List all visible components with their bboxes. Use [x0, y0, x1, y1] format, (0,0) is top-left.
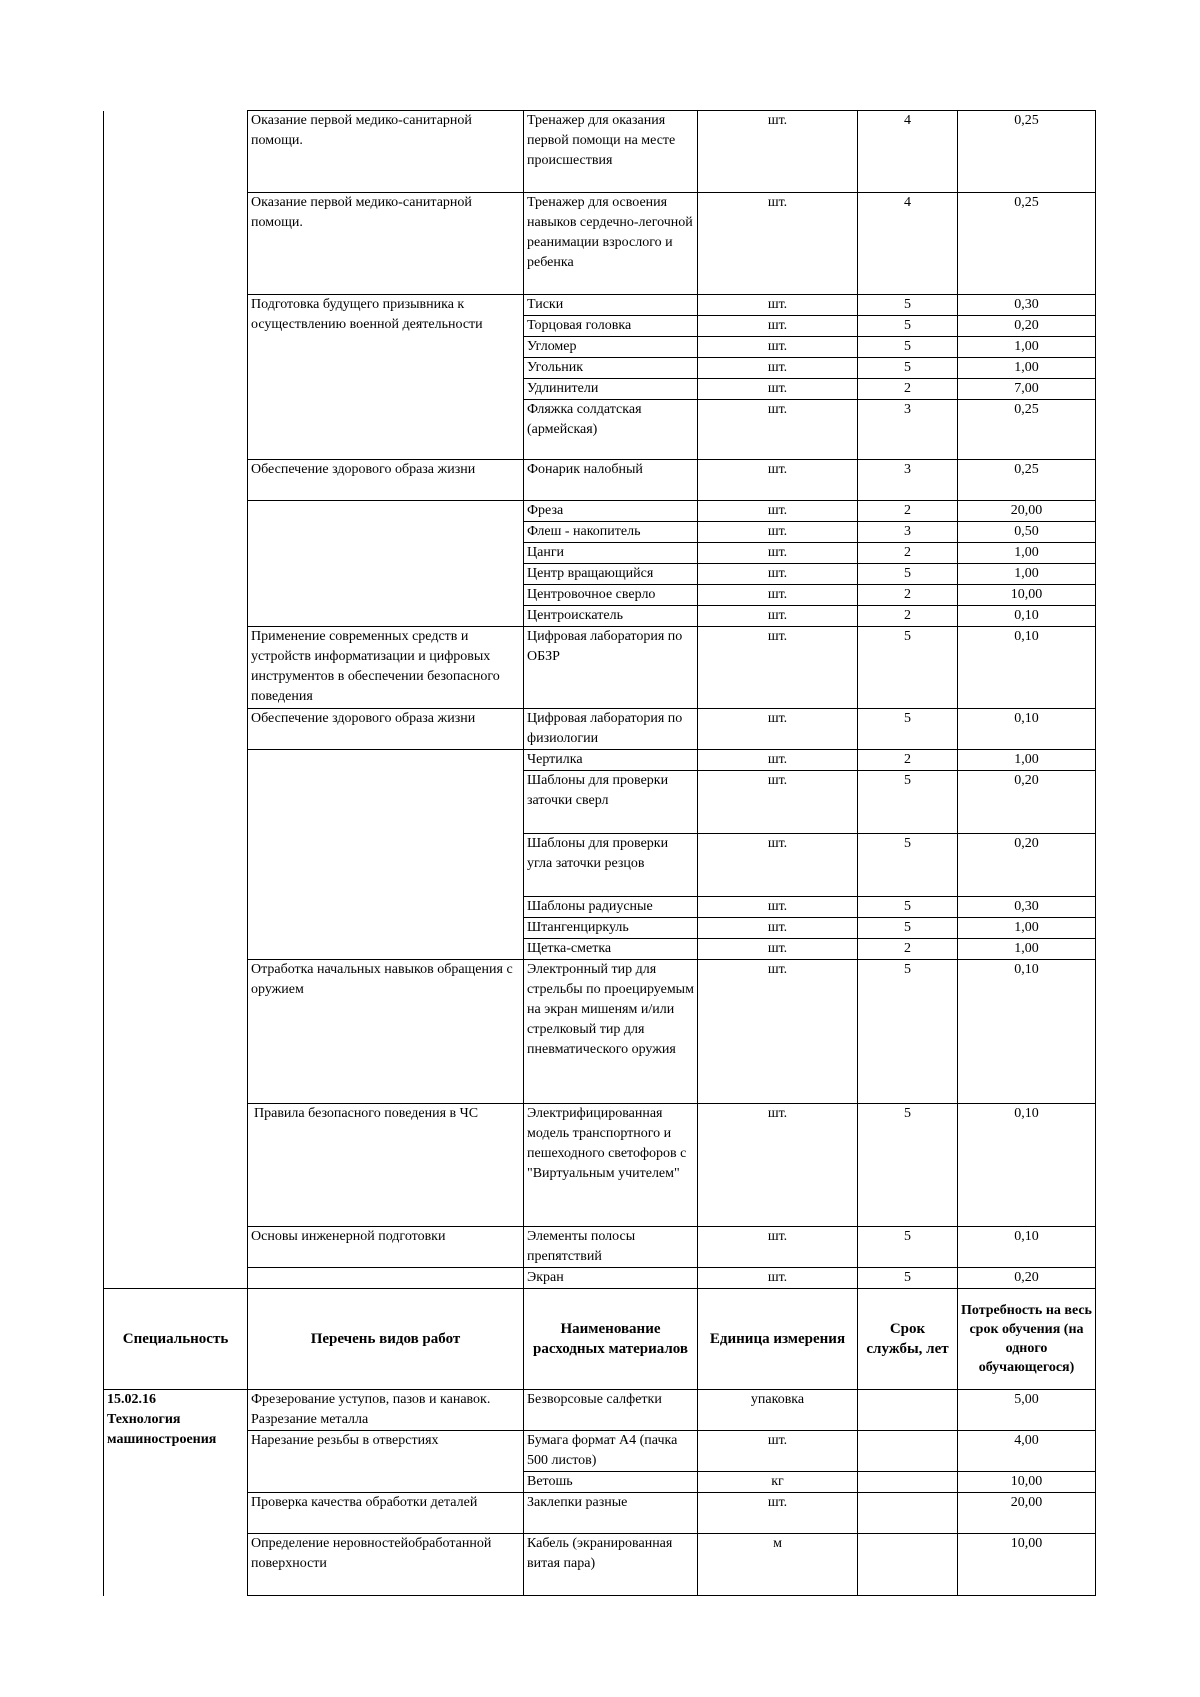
table-row — [104, 627, 1096, 709]
life-cell: 5 — [858, 709, 958, 750]
unit-cell: шт. — [698, 543, 858, 564]
life-cell: 3 — [858, 460, 958, 501]
life-cell: 2 — [858, 750, 958, 771]
unit-cell: шт. — [698, 1227, 858, 1268]
life-cell: 2 — [858, 543, 958, 564]
unit-cell: кг — [698, 1472, 858, 1493]
material-cell: Центровочное сверло — [524, 585, 698, 606]
unit-cell: шт. — [698, 193, 858, 295]
life-cell: 5 — [858, 627, 958, 709]
unit-cell: шт. — [698, 918, 858, 939]
life-cell: 4 — [858, 193, 958, 295]
material-cell: Электронный тир для стрельбы по проецируемым на экран мишеням и/или стрелковый тир для пневматического оружия — [524, 960, 698, 1104]
material-cell: Угломер — [524, 337, 698, 358]
work-cell: Нарезание резьбы в отверстиях — [248, 1431, 524, 1493]
unit-cell: шт. — [698, 1431, 858, 1472]
material-cell: Цанги — [524, 543, 698, 564]
unit-cell: шт. — [698, 771, 858, 834]
unit-cell: шт. — [698, 627, 858, 709]
header-materials: Наименование расходных материалов — [524, 1289, 698, 1390]
work-cell: Правила безопасного поведения в ЧС — [248, 1104, 524, 1227]
need-cell: 20,00 — [958, 1493, 1096, 1534]
specialty-name: Технология машиностроения — [107, 1412, 217, 1447]
material-cell: Цифровая лаборатория по ОБЗР — [524, 627, 698, 709]
work-cell: Проверка качества обработки деталей — [248, 1493, 524, 1534]
need-cell: 0,20 — [958, 316, 1096, 337]
material-cell: Центр вращающийся — [524, 564, 698, 585]
unit-cell: шт. — [698, 709, 858, 750]
table-row — [104, 1534, 1096, 1596]
need-cell: 0,10 — [958, 1104, 1096, 1227]
material-cell: Центроискатель — [524, 606, 698, 627]
need-cell: 0,10 — [958, 606, 1096, 627]
table-header-row — [104, 1289, 1096, 1390]
need-cell: 5,00 — [958, 1390, 1096, 1431]
need-cell: 0,20 — [958, 771, 1096, 834]
work-cell: Определение неровностейобработанной поверхности — [248, 1534, 524, 1596]
work-cell: Применение современных средств и устройств информатизации и цифровых инструментов в обеспечении безопасного поведения — [248, 627, 524, 709]
life-cell: 5 — [858, 918, 958, 939]
work-cell: Обеспечение здорового образа жизни — [248, 460, 524, 501]
need-cell: 1,00 — [958, 337, 1096, 358]
material-cell: Торцовая головка — [524, 316, 698, 337]
material-cell: Удлинители — [524, 379, 698, 400]
life-cell: 5 — [858, 771, 958, 834]
need-cell: 0,10 — [958, 1227, 1096, 1268]
material-cell: Кабель (экранированная витая пара) — [524, 1534, 698, 1596]
work-cell: Фрезерование уступов, пазов и канавок. Разрезание металла — [248, 1390, 524, 1431]
table-row — [104, 501, 1096, 522]
life-cell: 2 — [858, 939, 958, 960]
unit-cell: шт. — [698, 897, 858, 918]
need-cell: 4,00 — [958, 1431, 1096, 1472]
life-cell: 5 — [858, 358, 958, 379]
work-cell: Подготовка будущего призывника к осуществлению военной деятельности — [248, 295, 524, 460]
table-row — [104, 1493, 1096, 1534]
material-cell: Шаблоны для проверки заточки сверл — [524, 771, 698, 834]
material-cell: Фреза — [524, 501, 698, 522]
life-cell — [858, 1534, 958, 1596]
table-row — [104, 1104, 1096, 1227]
material-cell: Электрифицированная модель транспортного и пешеходного светофоров с "Виртуальным учителем" — [524, 1104, 698, 1227]
unit-cell: шт. — [698, 606, 858, 627]
life-cell: 4 — [858, 111, 958, 193]
life-cell: 5 — [858, 834, 958, 897]
need-cell: 0,25 — [958, 193, 1096, 295]
unit-cell: шт. — [698, 834, 858, 897]
life-cell: 5 — [858, 897, 958, 918]
life-cell: 2 — [858, 585, 958, 606]
life-cell: 3 — [858, 400, 958, 460]
need-cell: 10,00 — [958, 585, 1096, 606]
material-cell: Тренажер для освоения навыков сердечно-легочной реанимации взрослого и ребенка — [524, 193, 698, 295]
work-cell: Оказание первой медико-санитарной помощи. — [248, 193, 524, 295]
life-cell: 5 — [858, 564, 958, 585]
need-cell: 0,10 — [958, 627, 1096, 709]
work-cell: Отработка начальных навыков обращения с оружием — [248, 960, 524, 1104]
material-cell: Шаблоны радиусные — [524, 897, 698, 918]
life-cell — [858, 1472, 958, 1493]
table-row — [104, 460, 1096, 501]
need-cell: 0,30 — [958, 295, 1096, 316]
unit-cell: шт. — [698, 1493, 858, 1534]
unit-cell: шт. — [698, 585, 858, 606]
table-row — [104, 1390, 1096, 1431]
material-cell: Цифровая лаборатория по физиологии — [524, 709, 698, 750]
need-cell: 1,00 — [958, 564, 1096, 585]
unit-cell: шт. — [698, 379, 858, 400]
life-cell — [858, 1493, 958, 1534]
unit-cell: шт. — [698, 960, 858, 1104]
life-cell: 5 — [858, 1104, 958, 1227]
need-cell: 0,10 — [958, 709, 1096, 750]
table-row — [104, 193, 1096, 295]
unit-cell: упаковка — [698, 1390, 858, 1431]
unit-cell: шт. — [698, 939, 858, 960]
unit-cell: м — [698, 1534, 858, 1596]
need-cell: 10,00 — [958, 1472, 1096, 1493]
need-cell: 1,00 — [958, 543, 1096, 564]
table-row — [104, 709, 1096, 750]
life-cell: 2 — [858, 606, 958, 627]
need-cell: 0,50 — [958, 522, 1096, 543]
unit-cell: шт. — [698, 750, 858, 771]
material-cell: Фляжка солдатская (армейская) — [524, 400, 698, 460]
material-cell: Тиски — [524, 295, 698, 316]
table-row — [104, 1268, 1096, 1289]
work-cell: Обеспечение здорового образа жизни — [248, 709, 524, 750]
unit-cell: шт. — [698, 564, 858, 585]
unit-cell: шт. — [698, 111, 858, 193]
need-cell: 1,00 — [958, 358, 1096, 379]
table-row — [104, 960, 1096, 1104]
material-cell: Щетка-сметка — [524, 939, 698, 960]
table-row — [104, 111, 1096, 193]
material-cell: Шаблоны для проверки угла заточки резцов — [524, 834, 698, 897]
life-cell: 5 — [858, 295, 958, 316]
life-cell: 2 — [858, 501, 958, 522]
material-cell: Флеш - накопитель — [524, 522, 698, 543]
header-works: Перечень видов работ — [248, 1289, 524, 1390]
need-cell: 0,25 — [958, 111, 1096, 193]
table-row — [104, 1227, 1096, 1268]
header-specialty: Специальность — [104, 1289, 248, 1390]
life-cell: 3 — [858, 522, 958, 543]
work-cell: Оказание первой медико-санитарной помощи. — [248, 111, 524, 193]
table-row — [104, 750, 1096, 771]
unit-cell: шт. — [698, 1268, 858, 1289]
header-unit: Единица измерения — [698, 1289, 858, 1390]
need-cell: 1,00 — [958, 918, 1096, 939]
need-cell: 7,00 — [958, 379, 1096, 400]
life-cell: 5 — [858, 960, 958, 1104]
work-cell-empty — [248, 750, 524, 960]
need-cell: 0,20 — [958, 1268, 1096, 1289]
unit-cell: шт. — [698, 1104, 858, 1227]
material-cell: Фонарик налобный — [524, 460, 698, 501]
need-cell: 1,00 — [958, 750, 1096, 771]
life-cell — [858, 1431, 958, 1472]
need-cell: 1,00 — [958, 939, 1096, 960]
need-cell: 0,20 — [958, 834, 1096, 897]
table-row — [104, 295, 1096, 316]
unit-cell: шт. — [698, 337, 858, 358]
material-cell: Экран — [524, 1268, 698, 1289]
life-cell: 5 — [858, 1268, 958, 1289]
life-cell: 5 — [858, 1227, 958, 1268]
unit-cell: шт. — [698, 400, 858, 460]
unit-cell: шт. — [698, 295, 858, 316]
specialty-code: 15.02.16 — [107, 1392, 156, 1407]
need-cell: 10,00 — [958, 1534, 1096, 1596]
unit-cell: шт. — [698, 501, 858, 522]
table-row — [104, 1431, 1096, 1472]
unit-cell: шт. — [698, 460, 858, 501]
need-cell: 0,10 — [958, 960, 1096, 1104]
work-cell-empty — [248, 501, 524, 627]
material-cell: Штангенциркуль — [524, 918, 698, 939]
work-cell: Основы инженерной подготовки — [248, 1227, 524, 1268]
life-cell: 2 — [858, 379, 958, 400]
need-cell: 0,30 — [958, 897, 1096, 918]
material-cell: Тренажер для оказания первой помощи на месте происшествия — [524, 111, 698, 193]
need-cell: 0,25 — [958, 460, 1096, 501]
material-cell: Бумага формат А4 (пачка 500 листов) — [524, 1431, 698, 1472]
material-cell: Безворсовые салфетки — [524, 1390, 698, 1431]
life-cell — [858, 1390, 958, 1431]
life-cell: 5 — [858, 337, 958, 358]
material-cell: Ветошь — [524, 1472, 698, 1493]
material-cell: Угольник — [524, 358, 698, 379]
material-cell: Заклепки разные — [524, 1493, 698, 1534]
unit-cell: шт. — [698, 316, 858, 337]
specialty-cell — [104, 1390, 248, 1596]
header-need: Потребность на весь срок обучения (на одного обучающегося) — [958, 1289, 1096, 1390]
unit-cell: шт. — [698, 522, 858, 543]
need-cell: 20,00 — [958, 501, 1096, 522]
material-cell: Чертилка — [524, 750, 698, 771]
need-cell: 0,25 — [958, 400, 1096, 460]
material-cell: Элементы полосы препятствий — [524, 1227, 698, 1268]
materials-table — [103, 110, 1096, 1596]
header-life: Срок службы, лет — [858, 1289, 958, 1390]
work-cell-empty — [248, 1268, 524, 1289]
unit-cell: шт. — [698, 358, 858, 379]
life-cell: 5 — [858, 316, 958, 337]
specialty-cell-empty — [104, 111, 248, 1289]
